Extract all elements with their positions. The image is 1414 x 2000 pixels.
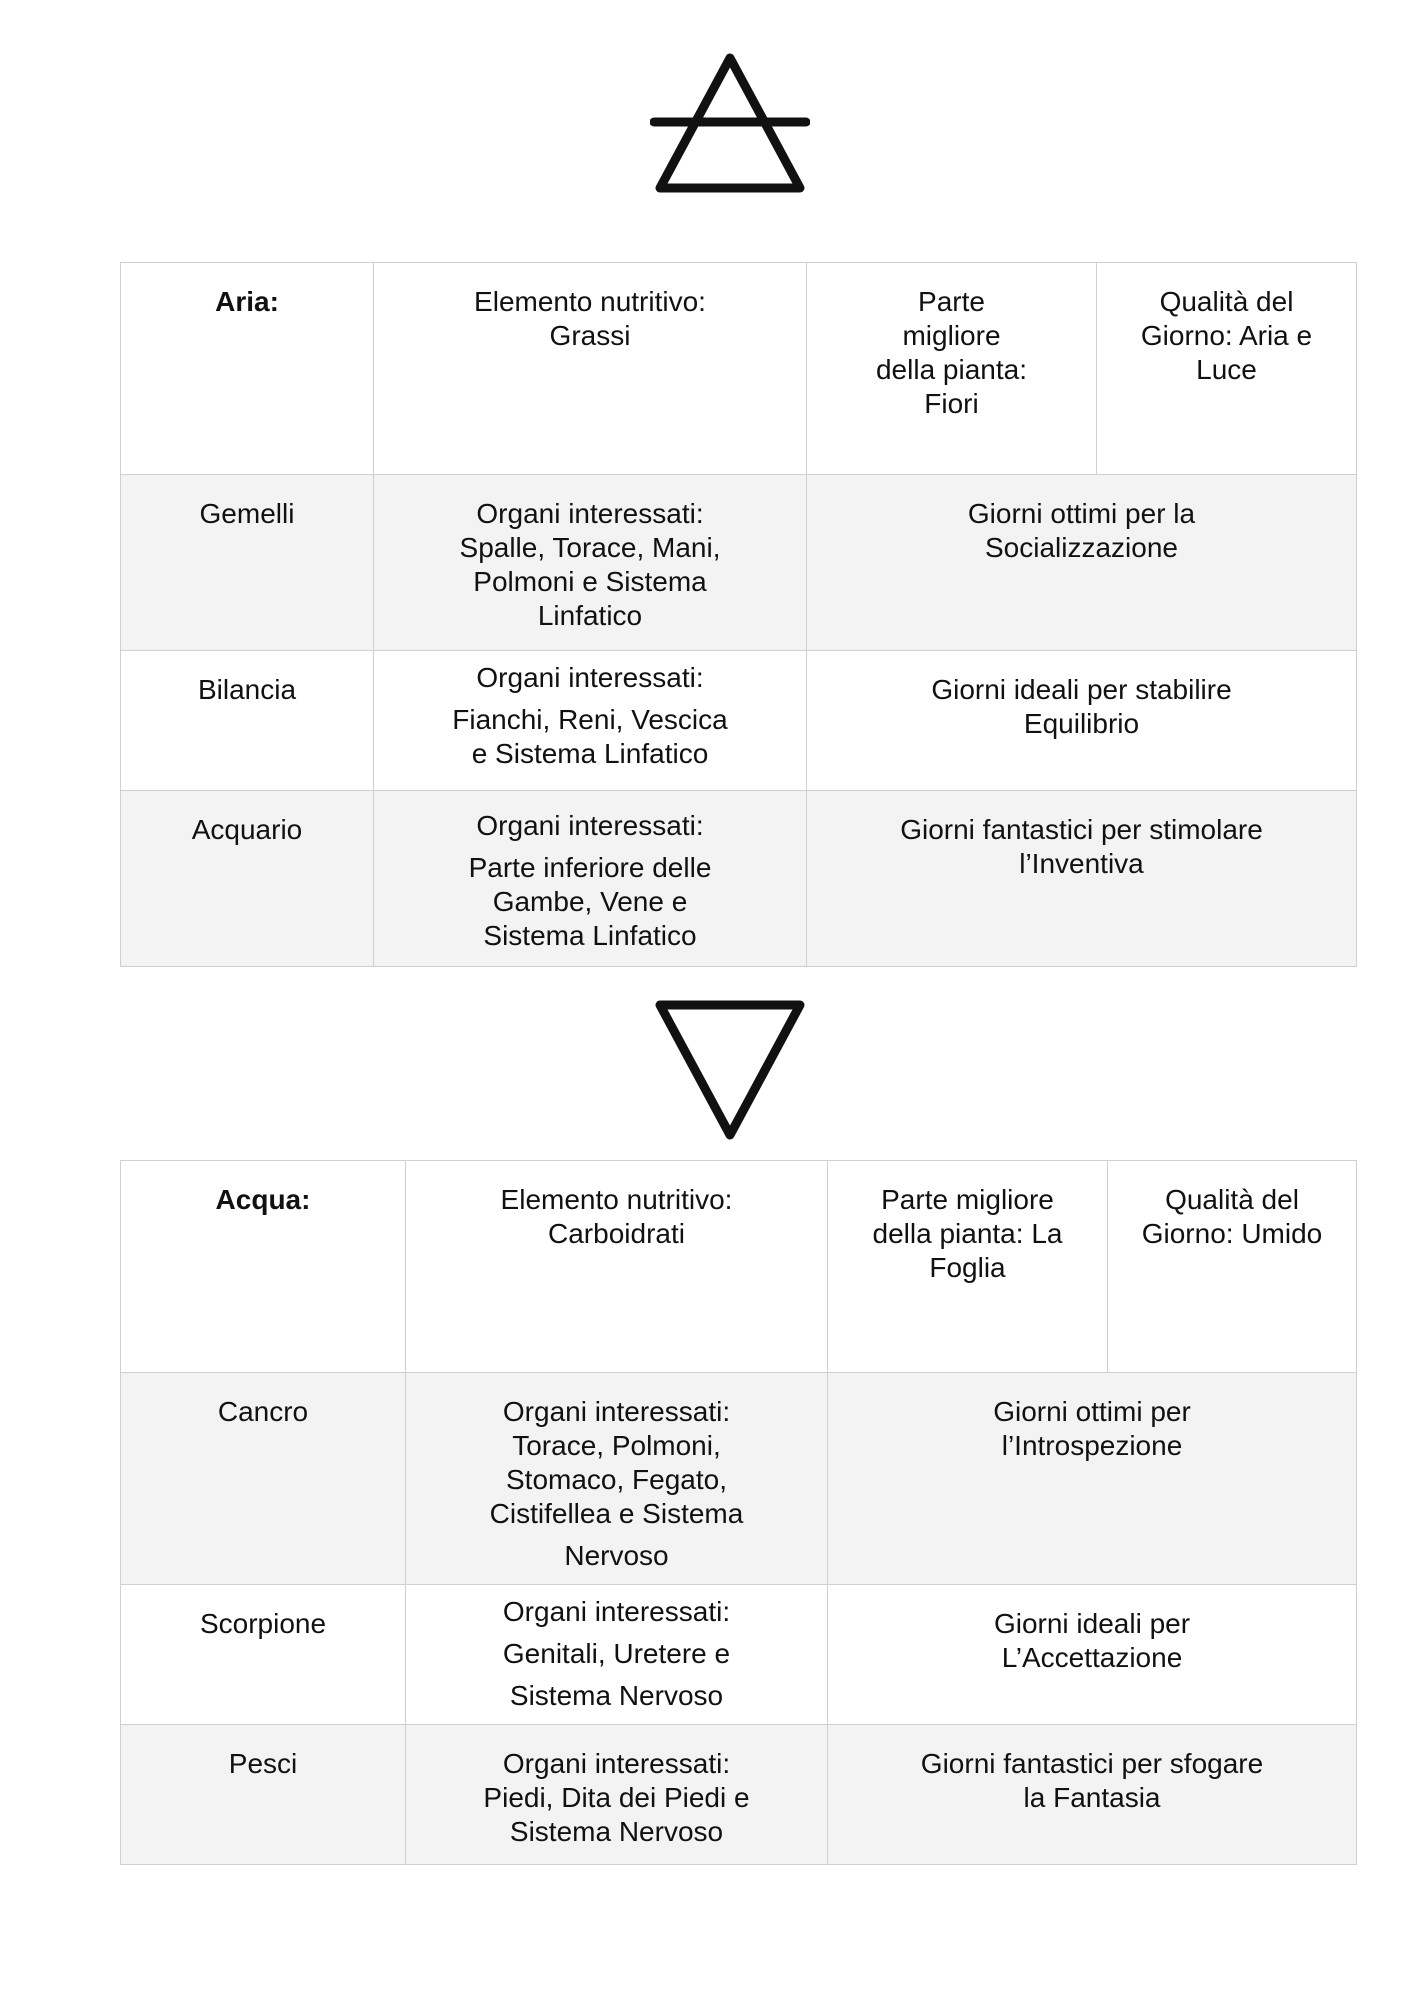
sign-name: Acquario [121, 791, 374, 967]
days-cell: Giorni fantastici per stimolare l’Inventiva [807, 791, 1357, 967]
organs-cell: Organi interessati: Piedi, Dita dei Piedi e Sistema Nervoso [406, 1725, 828, 1865]
days-cell: Giorni fantastici per sfogare la Fantasia [828, 1725, 1357, 1865]
water-plant-part: Parte migliore della pianta: La Foglia [828, 1161, 1108, 1373]
water-nutrient: Elemento nutritivo: Carboidrati [406, 1161, 828, 1373]
organs-cell: Organi interessati: Genitali, Uretere e Sistema Nervoso [406, 1585, 828, 1725]
table-row [121, 791, 1357, 967]
sign-name: Pesci [121, 1725, 406, 1865]
air-day-quality: Qualità del Giorno: Aria e Luce [1097, 263, 1357, 475]
organs-cell: Organi interessati: Parte inferiore delle Gambe, Vene e Sistema Linfatico [374, 791, 807, 967]
days-cell: Giorni ottimi per l’Introspezione [828, 1373, 1357, 1585]
air-plant-part: Parte migliore della pianta: Fiori [807, 263, 1097, 475]
water-element-icon [650, 995, 810, 1145]
table-row [121, 1585, 1357, 1725]
table-row [121, 1373, 1357, 1585]
air-element-icon [650, 50, 810, 200]
sign-name: Gemelli [121, 475, 374, 651]
sign-name: Bilancia [121, 651, 374, 791]
water-day-quality: Qualità del Giorno: Umido [1108, 1161, 1357, 1373]
table-row [121, 651, 1357, 791]
sign-name: Cancro [121, 1373, 406, 1585]
organs-cell: Organi interessati: Spalle, Torace, Mani, Polmoni e Sistema Linfatico [374, 475, 807, 651]
table-row [121, 1725, 1357, 1865]
days-cell: Giorni ideali per L’Accettazione [828, 1585, 1357, 1725]
air-header-row [121, 263, 1357, 475]
days-cell: Giorni ottimi per la Socializzazione [807, 475, 1357, 651]
water-element-label: Acqua: [121, 1161, 406, 1373]
air-nutrient: Elemento nutritivo: Grassi [374, 263, 807, 475]
sign-name: Scorpione [121, 1585, 406, 1725]
organs-cell: Organi interessati: Torace, Polmoni, Stomaco, Fegato, Cistifellea e Sistema Nervoso [406, 1373, 828, 1585]
table-row [121, 475, 1357, 651]
days-cell: Giorni ideali per stabilire Equilibrio [807, 651, 1357, 791]
water-header-row [121, 1161, 1357, 1373]
air-element-label: Aria: [121, 263, 374, 475]
water-element-table [120, 1160, 1357, 1865]
air-element-table [120, 262, 1357, 967]
organs-cell: Organi interessati: Fianchi, Reni, Vescica e Sistema Linfatico [374, 651, 807, 791]
